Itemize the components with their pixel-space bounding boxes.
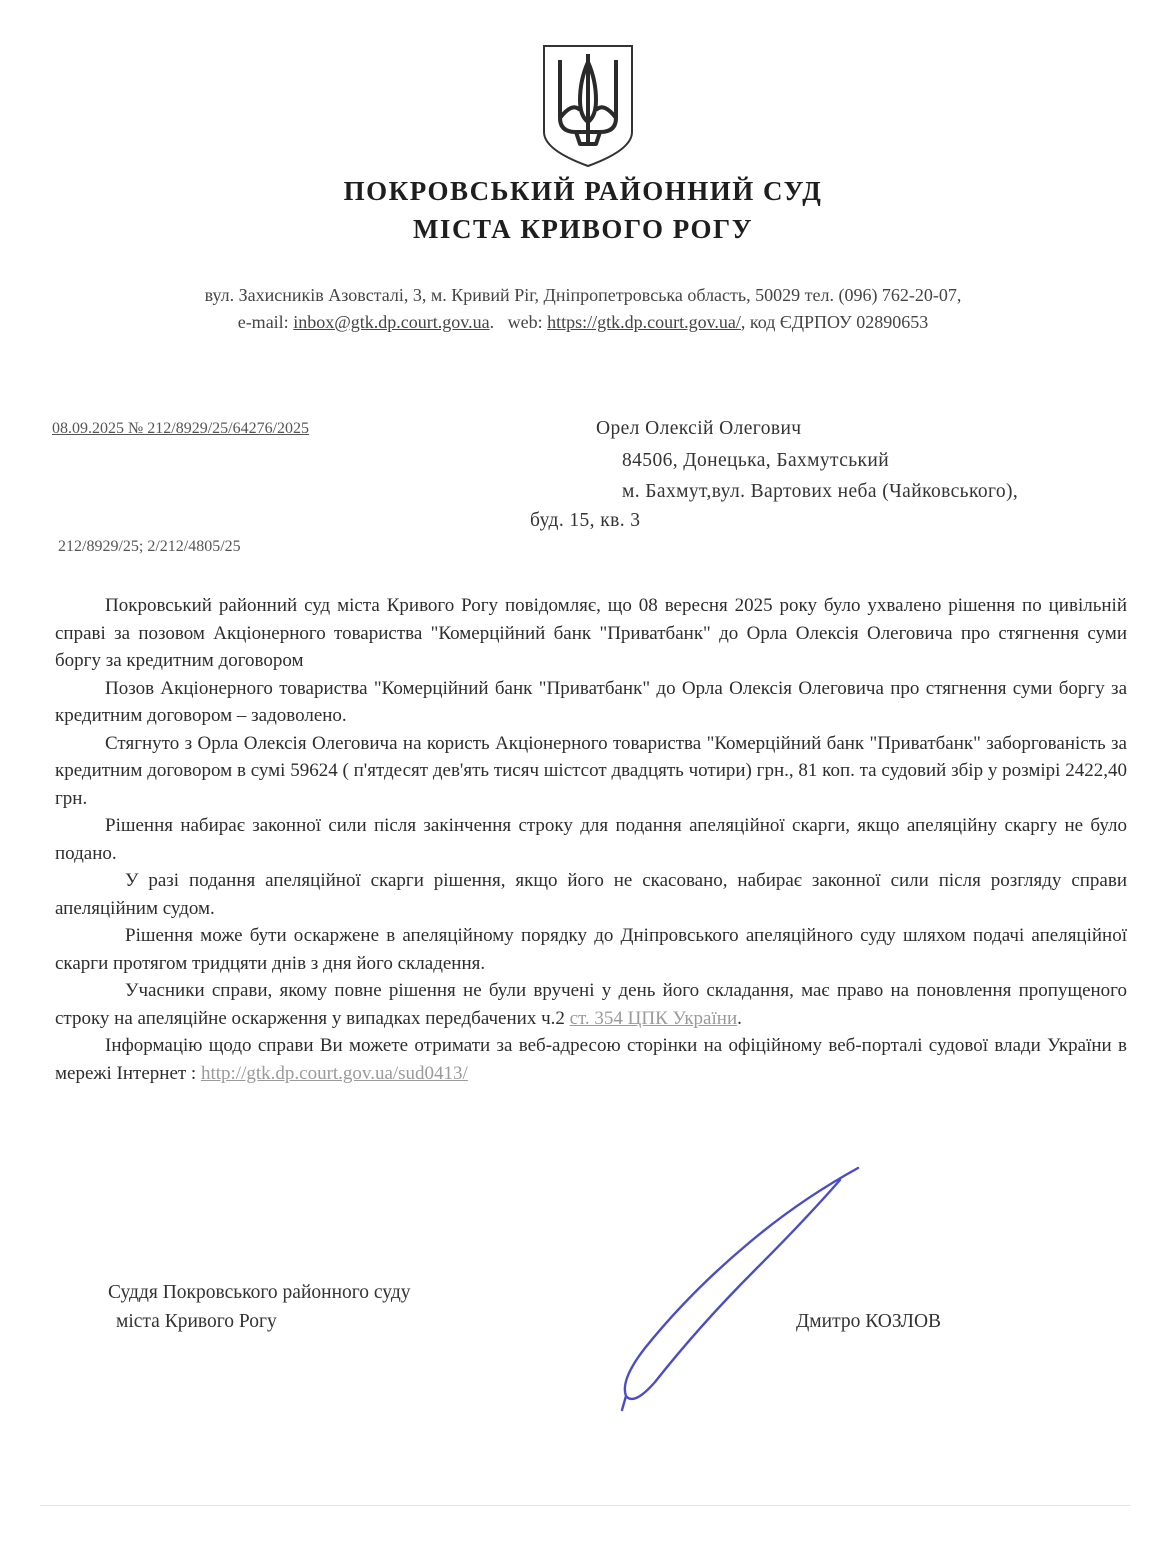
edrpou-code: , код ЄДРПОУ 02890653 <box>740 312 929 332</box>
renewal-text: Учасники справи, якому повне рішення не були вручені у день його складання, має право на поновлення пропущеного строку на апеляційне оскарження у випадках передбачених ч.2 <box>55 980 1127 1029</box>
coat-of-arms-emblem <box>536 40 640 170</box>
info-text: Інформацію щодо справи Ви можете отримати за веб-адресою сторінки на офіційному веб-порталі судової влади України в мережі Інтернет : <box>55 1035 1127 1084</box>
email-link[interactable]: inbox@gtk.dp.court.gov.ua <box>293 312 490 332</box>
letter-body <box>55 592 1127 1087</box>
law-article-link[interactable]: ст. 354 ЦПК України <box>569 1007 738 1029</box>
paragraph-renewal-right <box>55 977 1127 1032</box>
paragraph-claim-granted: Позов Акціонерного товариства "Комерційний банк "Приватбанк" до Орла Олексія Олеговича про стягнення суми боргу за кредитним договором – задоволено. <box>55 677 1127 726</box>
recipient-address-line3: буд. 15, кв. 3 <box>530 510 641 531</box>
paragraph-appeal-case: У разі подання апеляційної скарги рішення, якщо його не скасовано, набирає законної сили після розгляду справи апеляційним судом. <box>55 870 1127 919</box>
court-portal-link[interactable]: http://gtk.dp.court.gov.ua/sud0413/ <box>200 1062 468 1084</box>
court-name-line1: ПОКРОВСЬКИЙ РАЙОННИЙ СУД <box>343 176 823 206</box>
paragraph-entry-into-force: Рішення набирає законної сили після закінчення строку для подання апеляційної скарги, якщо апеляційну скаргу не було подано. <box>55 815 1127 864</box>
recipient-address-line1: 84506, Донецька, Бахмутський <box>622 450 890 471</box>
court-name-line2: МІСТА КРИВОГО РОГУ <box>412 214 754 244</box>
paragraph-amount-recovered: Стягнуто з Орла Олексія Олеговича на користь Акціонерного товариства "Комерційний банк "Приватбанк" заборгованість за кредитним договором в сумі 59624 ( п'ятдесят дев'ять тисяч шістсот двадцять чотири) грн., 81 коп. та судовий збір у розмірі 2422,40 грн. <box>55 732 1127 809</box>
handwritten-signature <box>600 1160 880 1420</box>
court-address: вул. Захисників Азовсталі, 3, м. Кривий Ріг, Дніпропетровська область, 50029 тел. (096) 762-20-07, <box>204 285 962 305</box>
signer-name: Дмитро КОЗЛОВ <box>796 1311 942 1332</box>
web-label: web: <box>507 312 543 332</box>
email-label: e-mail: <box>237 312 289 332</box>
paragraph-info-portal <box>55 1032 1127 1087</box>
paragraph-decision-notice: Покровський районний суд міста Кривого Рогу повідомляє, що 08 вересня 2025 року було ухвалено рішення по цивільній справі за позовом Акціонерного товариства "Комерційний банк "Приватбанк" до Орла Олексія Олеговича про стягнення суми боргу за кредитним договором <box>55 595 1127 671</box>
judge-title-line2: міста Кривого Рогу <box>116 1311 277 1332</box>
case-numbers: 212/8929/25; 2/212/4805/25 <box>58 538 241 555</box>
paragraph-appeal-procedure: Рішення може бути оскаржене в апеляційному порядку до Дніпровського апеляційного суду шляхом подачі апеляційної скарги протягом тридцяти днів з дня його складення. <box>55 925 1127 974</box>
court-contacts: e-mail: inbox@gtk.dp.court.gov.ua. web: https://gtk.dp.court.gov.ua/, код ЄДРПОУ 02890653 <box>237 312 929 332</box>
web-link[interactable]: https://gtk.dp.court.gov.ua/ <box>547 312 741 332</box>
recipient-name: Орел Олексій Олегович <box>596 418 802 439</box>
renewal-end: . <box>737 1007 742 1029</box>
judge-title-line1: Суддя Покровського районного суду <box>108 1282 411 1303</box>
recipient-address-line2: м. Бахмут,вул. Вартових неба (Чайковського), <box>622 481 1019 502</box>
outgoing-reference: 08.09.2025 № 212/8929/25/64276/2025 <box>52 420 310 437</box>
scan-edge-line <box>40 1505 1130 1506</box>
